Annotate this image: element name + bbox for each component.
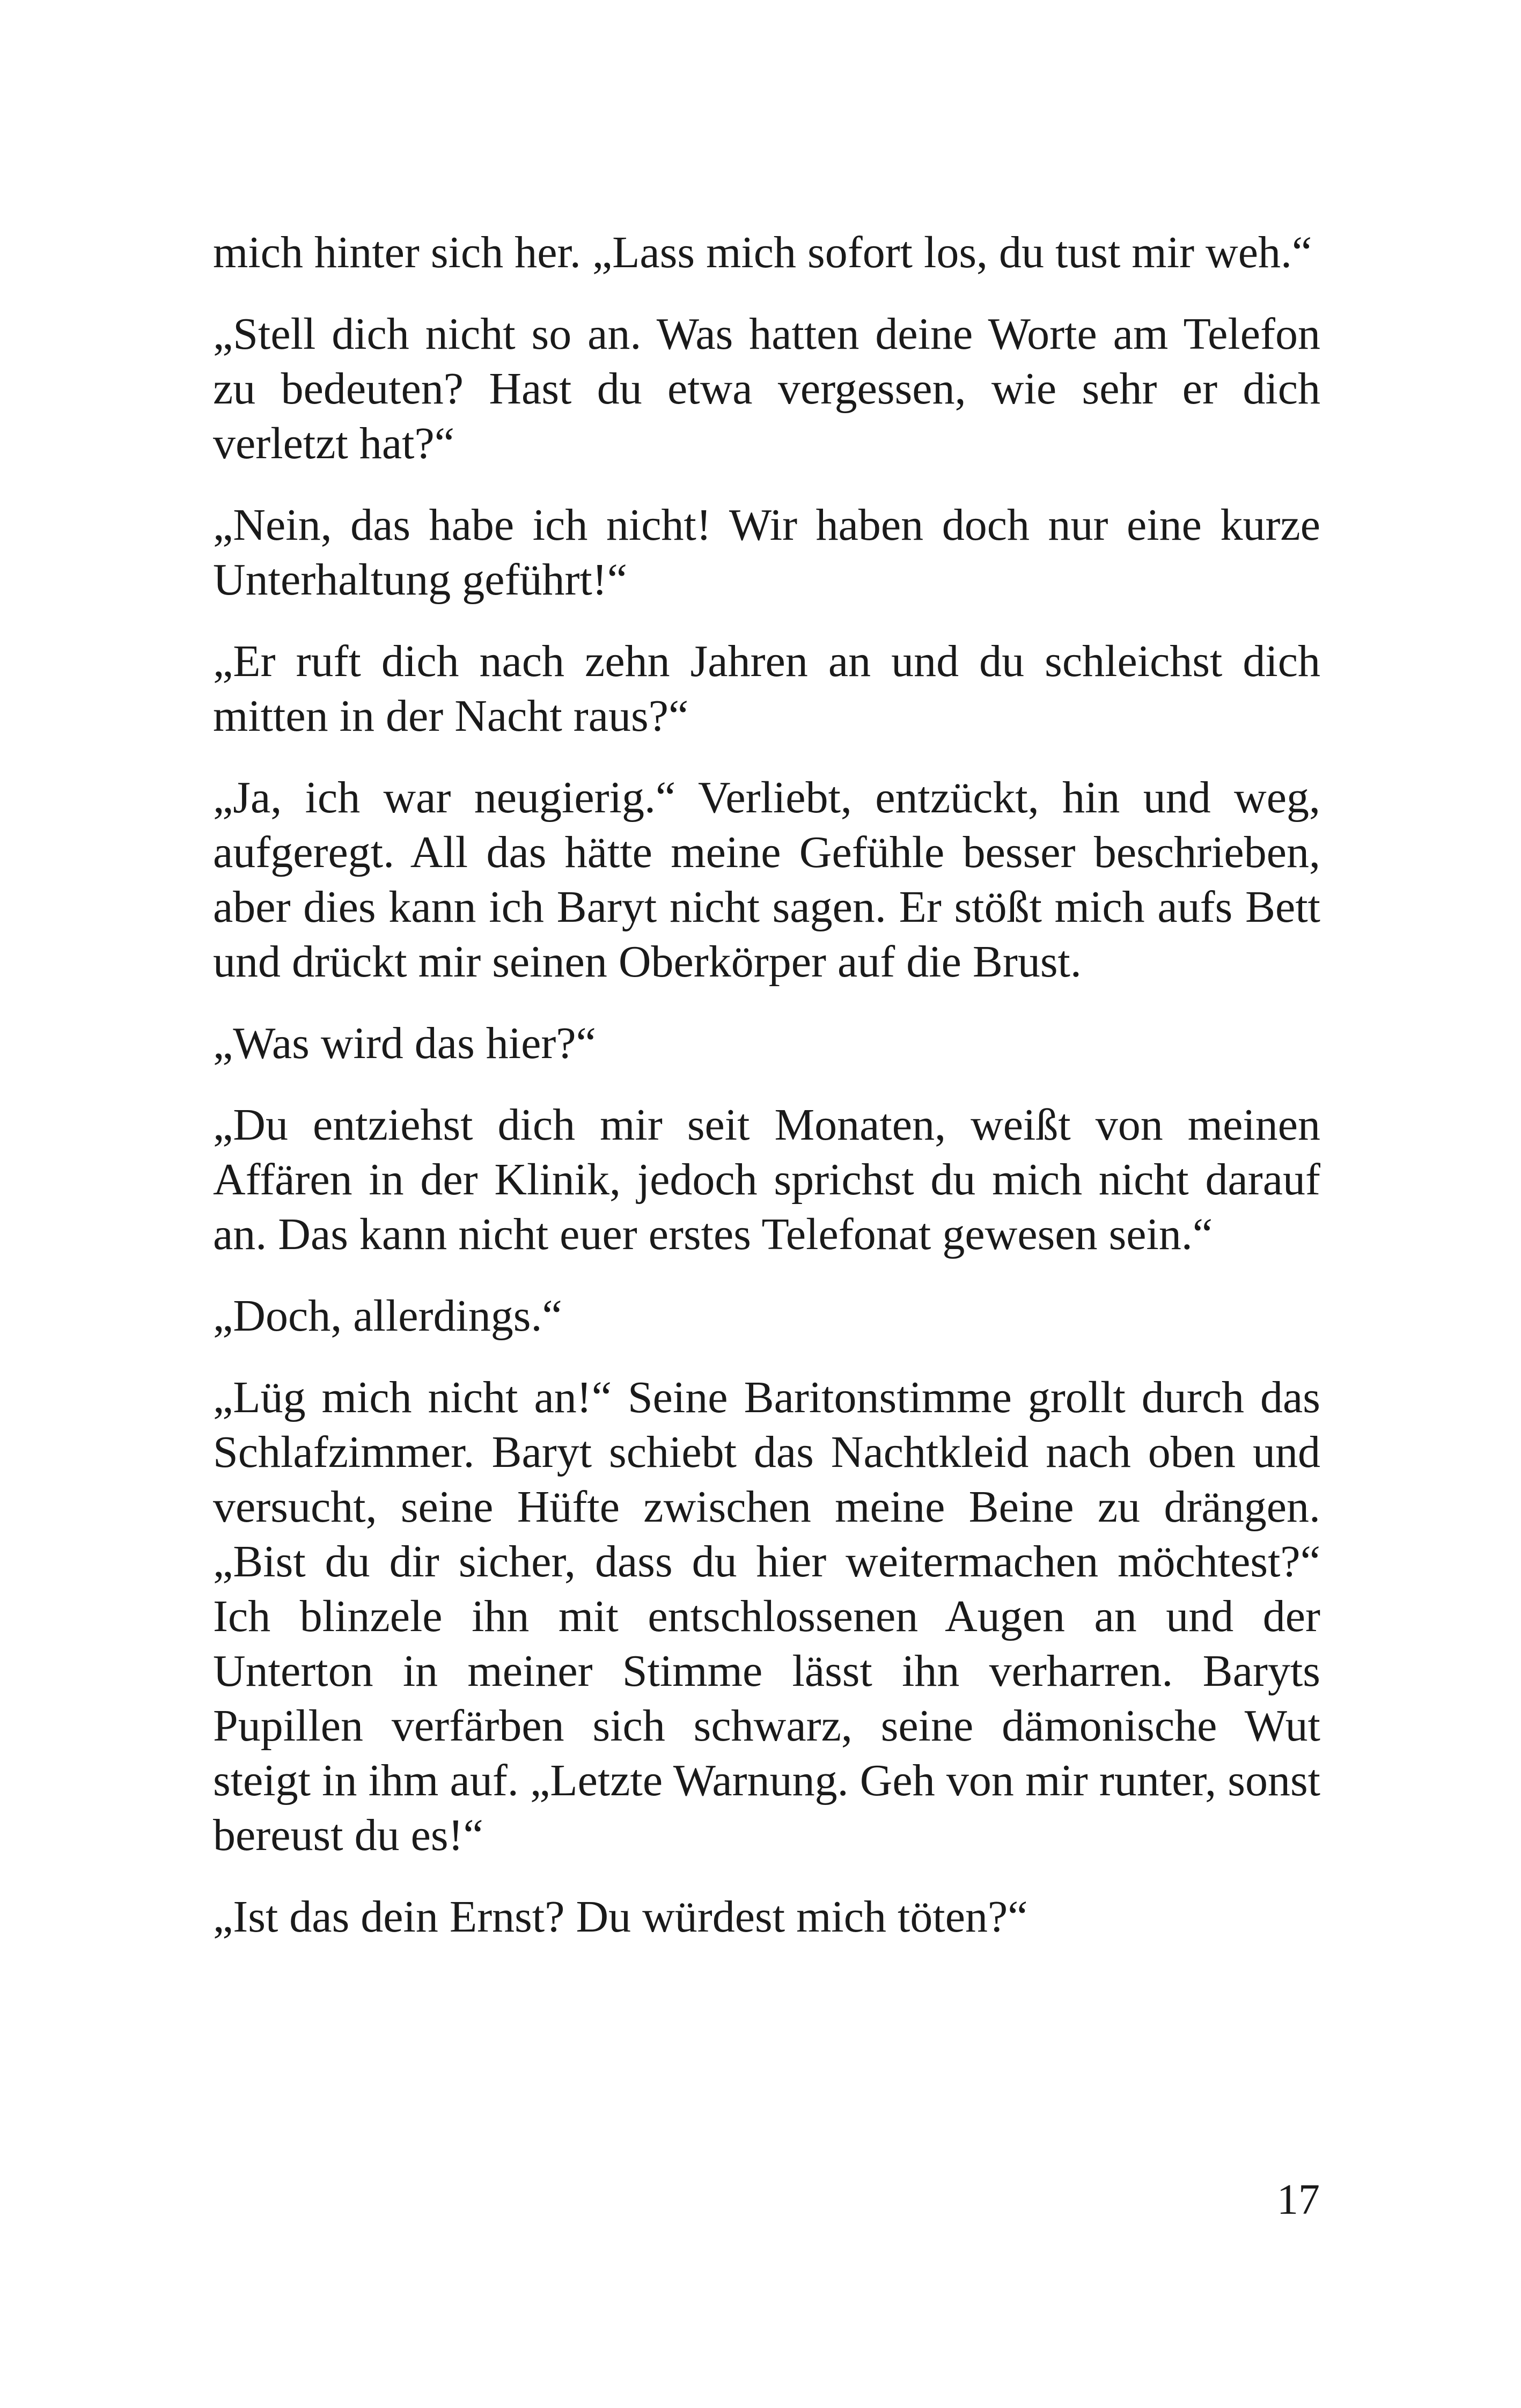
paragraph-10: „Ist das dein Ernst? Du würdest mich töten?“ xyxy=(213,1892,1028,1942)
paragraph-6: „Was wird das hier?“ xyxy=(213,1018,596,1068)
paragraph-8: „Doch, allerdings.“ xyxy=(213,1291,562,1341)
page-number: 17 xyxy=(1277,2176,1320,2223)
paragraph-5: „Ja, ich war neugierig.“ Verliebt, entzückt, hin und weg, aufgeregt. All das hätte meine Gefühle besser beschrieben, aber dies kann ich Baryt nicht sagen. Er stößt mich aufs Bett und drückt mir seinen Oberkörper auf die Brust. xyxy=(213,773,1320,987)
paragraph-4: „Er ruft dich nach zehn Jahren an und du schleichst dich mitten in der Nacht raus?“ xyxy=(213,636,1320,741)
paragraph-3: „Nein, das habe ich nicht! Wir haben doch nur eine kurze Unterhaltung geführt!“ xyxy=(213,500,1320,605)
paragraph-7: „Du entziehst dich mir seit Monaten, weißt von meinen Affären in der Klinik, jedoch sprichst du mich nicht darauf an. Das kann nicht euer erstes Telefonat gewesen sein.“ xyxy=(213,1100,1320,1259)
paragraph-2: „Stell dich nicht so an. Was hatten deine Worte am Telefon zu bedeuten? Hast du etwa vergessen, wie sehr er dich verletzt hat?“ xyxy=(213,309,1320,468)
paragraph-1: mich hinter sich her. „Lass mich sofort los, du tust mir weh.“ xyxy=(213,227,1312,277)
paragraph-9: „Lüg mich nicht an!“ Seine Baritonstimme grollt durch das Schlafzimmer. Baryt schiebt das Nachtkleid nach oben und versucht, seine Hüfte zwischen meine Beine zu drängen. „Bist du dir sicher, dass du hier weitermachen möchtest?“ Ich blinzele ihn mit entschlossenen Augen an und der Unterton in meiner Stimme lässt ihn verharren. Baryts Pupillen verfärben sich schwarz, seine dämonische Wut steigt in ihm auf. „Letzte Warnung. Geh von mir runter, sonst bereust du es!“ xyxy=(213,1372,1320,1860)
body-text xyxy=(213,225,1320,1971)
